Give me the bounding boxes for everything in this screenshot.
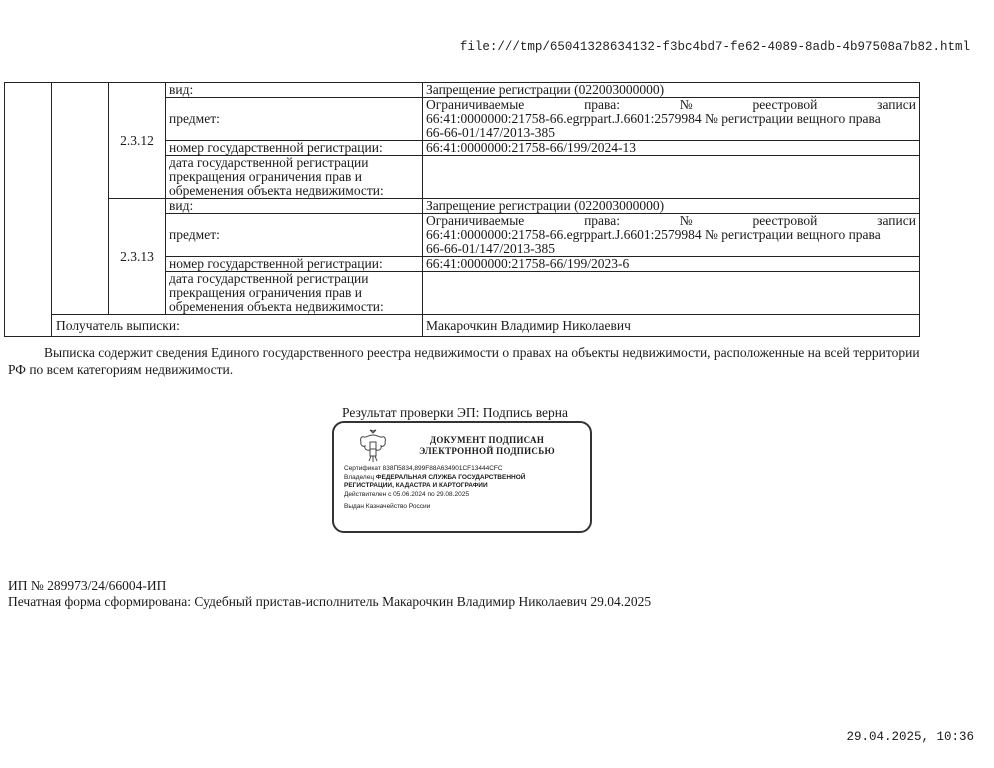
predmet-line: 66:41:0000000:21758-66.egrppart.J.6601:2579984 № регистрации вещного права xyxy=(426,111,881,126)
row-number: 2.3.12 xyxy=(109,83,166,199)
field-value xyxy=(423,98,920,141)
printed-form-line: Печатная форма сформирована: Судебный пристав-исполнитель Макарочкин Владимир Николаевич 29.04.2025 xyxy=(8,594,652,609)
validity-period: Действителен с 05.06.2024 по 29.08.2025 xyxy=(344,491,469,498)
field-value: Запрещение регистрации (022003000000) xyxy=(423,199,920,214)
field-value: 66:41:0000000:21758-66/199/2023-6 xyxy=(423,257,920,272)
field-value xyxy=(423,214,920,257)
coat-of-arms-icon xyxy=(358,429,388,463)
electronic-signature-stamp xyxy=(332,421,592,533)
table-row xyxy=(5,83,920,98)
certificate-number: Сертификат 838П5834,899F88A634901CF13444CFC xyxy=(344,465,503,472)
recipient-label: Получатель выписки: xyxy=(52,315,423,337)
table-row xyxy=(5,199,920,214)
predmet-line: 66-66-01/147/2013-385 xyxy=(426,125,555,140)
owner-line: РЕГИСТРАЦИИ, КАДАСТРА И КАРТОГРАФИИ xyxy=(344,482,488,489)
field-label: номер государственной регистрации: xyxy=(166,141,423,156)
field-value: 66:41:0000000:21758-66/199/2024-13 xyxy=(423,141,920,156)
field-value: Запрещение регистрации (022003000000) xyxy=(423,83,920,98)
field-value xyxy=(423,156,920,199)
field-label: предмет: xyxy=(166,214,423,257)
field-label: предмет: xyxy=(166,98,423,141)
field-label: вид: xyxy=(166,83,423,98)
signature-check-result: Результат проверки ЭП: Подпись верна xyxy=(342,405,568,420)
predmet-line: Ограничиваемые права: № реестровой записи xyxy=(426,97,916,112)
statement-note: Выписка содержит сведения Единого государственного реестра недвижимости о правах на объекты недвижимости, расположенные на всей территории РФ по всем категориям недвижимости. xyxy=(8,345,920,377)
owner-line: Владелец ФЕДЕРАЛЬНАЯ СЛУЖБА ГОСУДАРСТВЕННОЙ xyxy=(344,474,526,481)
predmet-line: Ограничиваемые права: № реестровой записи xyxy=(426,213,916,228)
predmet-line: 66-66-01/147/2013-385 xyxy=(426,241,555,256)
field-label: вид: xyxy=(166,199,423,214)
field-label: дата государственной регистрации прекращения ограничения прав и обременения объекта недвижимости: xyxy=(166,156,423,199)
field-label: номер государственной регистрации: xyxy=(166,257,423,272)
encumbrance-table xyxy=(4,82,920,337)
field-value xyxy=(423,272,920,315)
row-number: 2.3.13 xyxy=(109,199,166,315)
recipient-row xyxy=(5,315,920,337)
enforcement-footer xyxy=(8,578,651,610)
recipient-value: Макарочкин Владимир Николаевич xyxy=(423,315,920,337)
issuer: Выдан Казначейство России xyxy=(344,503,431,510)
ip-number: ИП № 289973/24/66004-ИП xyxy=(8,578,167,593)
print-timestamp: 29.04.2025, 10:36 xyxy=(846,730,974,744)
predmet-line: 66:41:0000000:21758-66.egrppart.J.6601:2579984 № регистрации вещного права xyxy=(426,227,881,242)
stamp-title: ДОКУМЕНТ ПОДПИСАН ЭЛЕКТРОННОЙ ПОДПИСЬЮ xyxy=(419,435,555,456)
file-url: file:///tmp/65041328634132-f3bc4bd7-fe62-4089-8adb-4b97508a7b82.html xyxy=(459,40,970,54)
field-label: дата государственной регистрации прекращения ограничения прав и обременения объекта недвижимости: xyxy=(166,272,423,315)
